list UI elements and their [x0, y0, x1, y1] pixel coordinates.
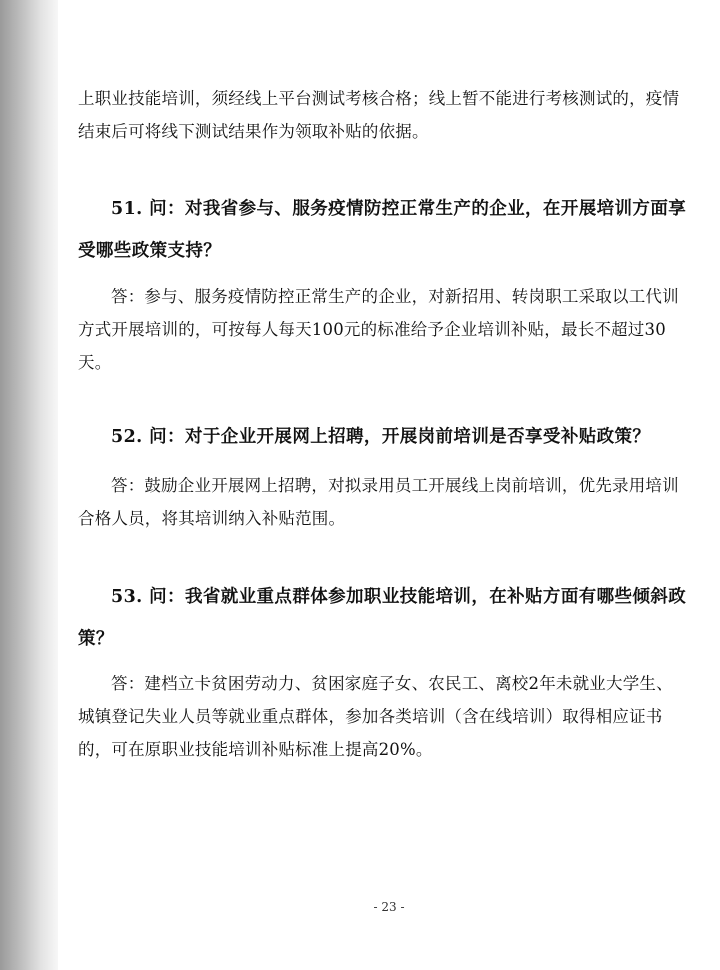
intro-paragraph: 上职业技能培训，须经线上平台测试考核合格；线上暂不能进行考核测试的，疫情结束后可将线下测试结果作为领取补贴的依据。 [78, 89, 680, 141]
page-edge-shadow [0, 0, 58, 970]
question-51: 51. 问：对我省参与、服务疫情防控正常生产的企业，在开展培训方面享受哪些政策支持？ [78, 199, 687, 261]
document-page [58, 0, 720, 970]
page-number: - 23 - [373, 900, 405, 914]
answer-52: 答：鼓励企业开展网上招聘，对拟录用员工开展线上岗前培训，优先录用培训合格人员，将其培训纳入补贴范围。 [78, 476, 679, 528]
answer-51: 答：参与、服务疫情防控正常生产的企业，对新招用、转岗职工采取以工代训方式开展培训的，可按每人每天100元的标准给予企业培训补贴，最长不超过30天。 [78, 287, 679, 372]
answer-53: 答：建档立卡贫困劳动力、贫困家庭子女、农民工、离校2年未就业大学生、城镇登记失业人员等就业重点群体，参加各类培训（含在线培训）取得相应证书的，可在原职业技能培训补贴标准上提高20%。 [78, 674, 673, 759]
question-52: 52. 问：对于企业开展网上招聘，开展岗前培训是否享受补贴政策？ [111, 427, 651, 447]
question-53: 53. 问：我省就业重点群体参加职业技能培训，在补贴方面有哪些倾斜政策？ [78, 587, 687, 649]
